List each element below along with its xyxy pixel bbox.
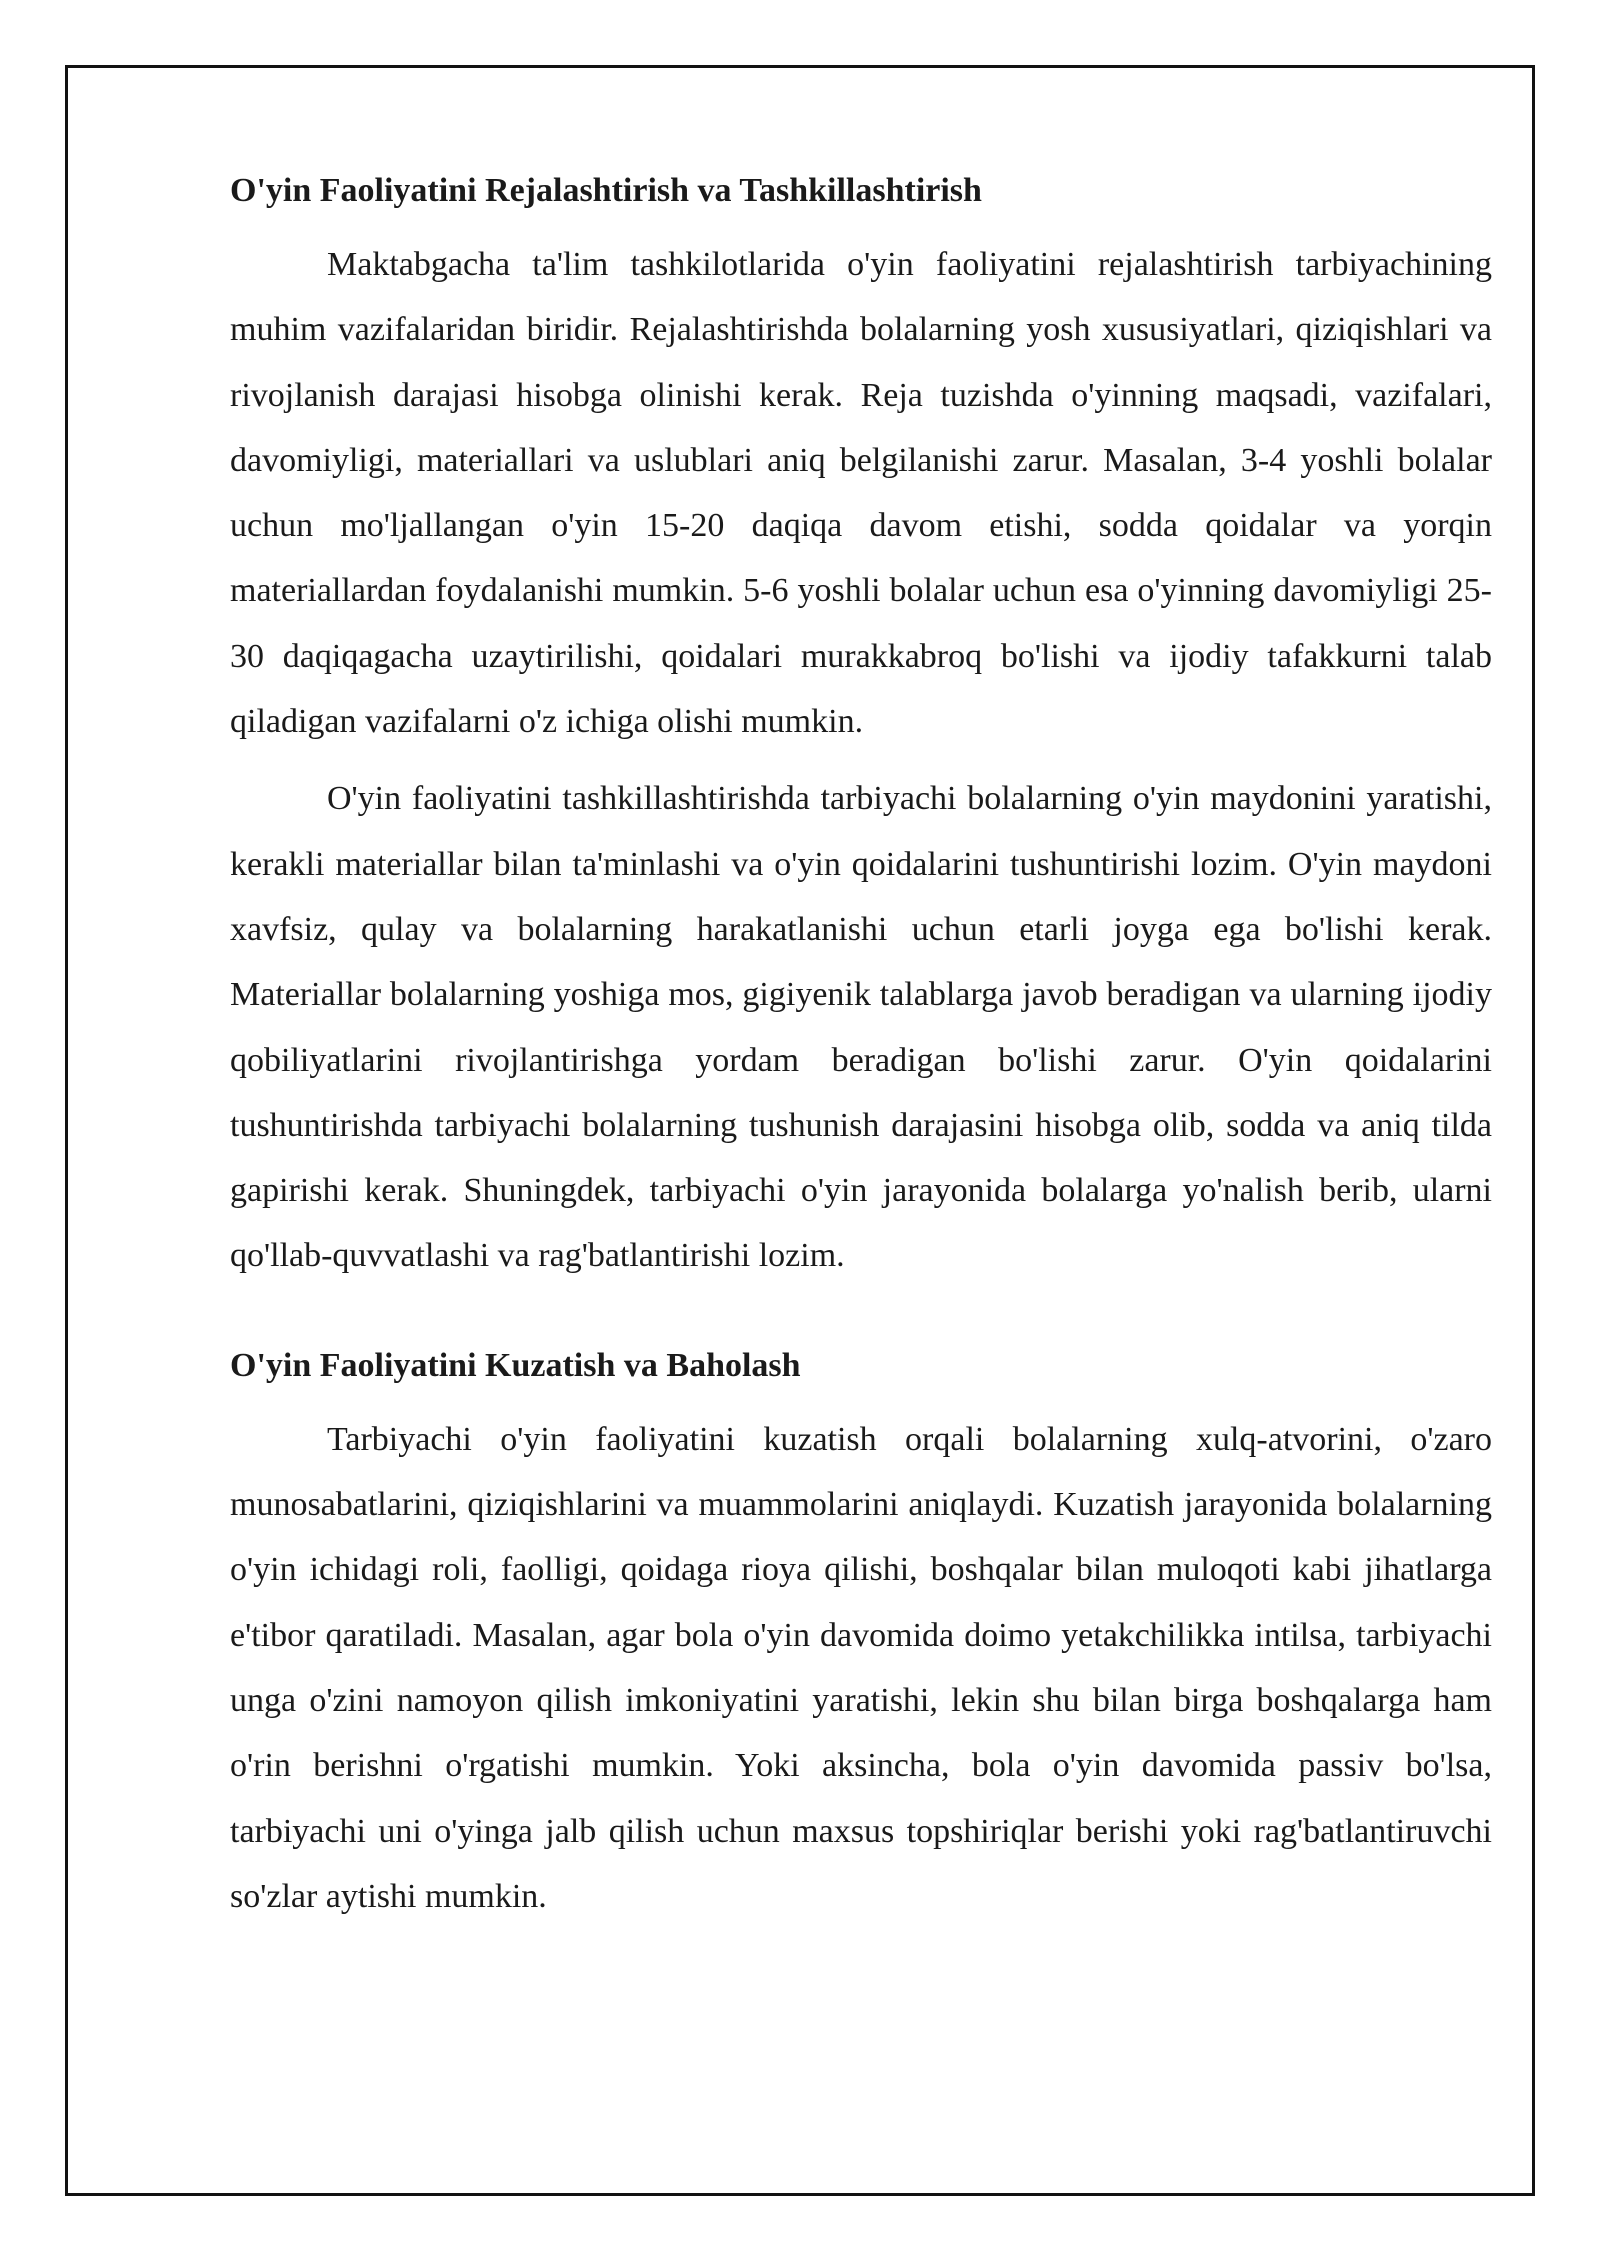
paragraph-planning-1: Maktabgacha ta'lim tashkilotlarida o'yin faoliyatini rejalashtirish tarbiyachining muhim vazifalaridan biridir. Rejalashtirishda bolalarning yosh xususiyatlari, qiziqishlari va rivojlanish darajasi hisobga olinishi kerak. Reja tuzishda o'yinning maqsadi, vazifalari, davomiyligi, materiallari va uslublari aniq belgilanishi zarur. Masalan, 3-4 yoshli bolalar uchun mo'ljallangan o'yin 15-20 daqiqa davom etishi, sodda qoidalar va yorqin materiallardan foydalanishi mumkin. 5-6 yoshli bolalar uchun esa o'yinning davomiyligi 25-30 daqiqagacha uzaytirilishi, qoidalari murakkabroq bo'lishi va ijodiy tafakkurni talab qiladigan vazifalarni o'z ichiga olishi mumkin. <box>230 246 1492 741</box>
document-body <box>230 168 1492 1941</box>
paragraph-observation-1: Tarbiyachi o'yin faoliyatini kuzatish orqali bolalarning xulq-atvorini, o'zaro munosabatlarini, qiziqishlarini va muammolarini aniqlaydi. Kuzatish jarayonida bolalarning o'yin ichidagi roli, faolligi, qoidaga rioya qilishi, boshqalar bilan muloqoti kabi jihatlarga e'tibor qaratiladi. Masalan, agar bola o'yin davomida doimo yetakchilikka intilsa, tarbiyachi unga o'zini namoyon qilish imkoniyatini yaratishi, lekin shu bilan birga boshqalarga ham o'rin berishni o'rgatishi mumkin. Yoki aksincha, bola o'yin davomida passiv bo'lsa, tarbiyachi uni o'yinga jalb qilish uchun maxsus topshiriqlar berishi yoki rag'batlantiruvchi so'zlar aytishi mumkin. <box>230 1420 1492 1915</box>
section-heading-planning: O'yin Faoliyatini Rejalashtirish va Tashkillashtirish <box>230 172 982 209</box>
section-heading-observation: O'yin Faoliyatini Kuzatish va Baholash <box>230 1346 801 1384</box>
paragraph-planning-2: O'yin faoliyatini tashkillashtirishda tarbiyachi bolalarning o'yin maydonini yaratishi, kerakli materiallar bilan ta'minlashi va o'yin qoidalarini tushuntirishi lozim. O'yin maydoni xavfsiz, qulay va bolalarning harakatlanishi uchun etarli joyga ega bo'lishi kerak. Materiallar bolalarning yoshiga mos, gigiyenik talablarga javob beradigan va ularning ijodiy qobiliyatlarini rivojlantirishga yordam beradigan bo'lishi zarur. O'yin qoidalarini tushuntirishda tarbiyachi bolalarning tushunish darajasini hisobga olib, sodda va aniq tilda gapirishi kerak. Shuningdek, tarbiyachi o'yin jarayonida bolalarga yo'nalish berib, ularni qo'llab-quvvatlashi va rag'batlantirishi lozim. <box>230 780 1492 1275</box>
